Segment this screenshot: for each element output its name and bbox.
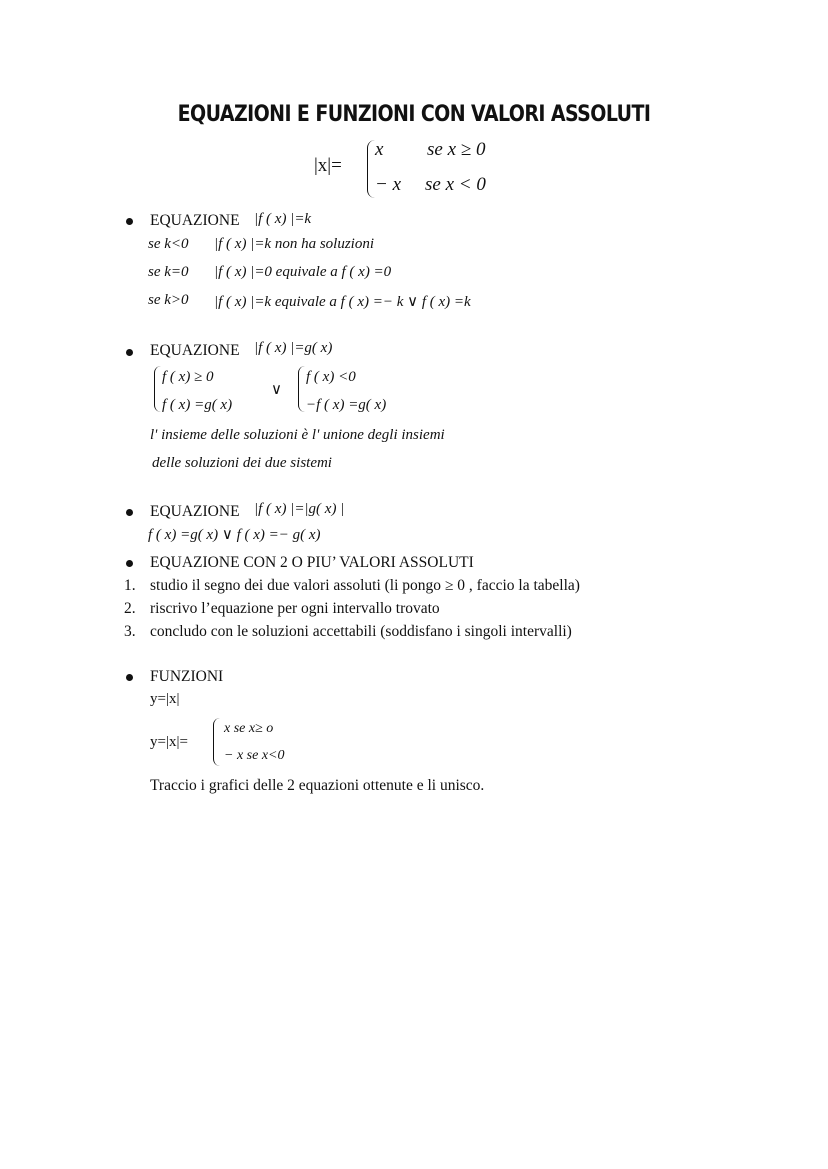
solution-line: f ( x) =g( x) ∨ f ( x) =− g( x) (148, 527, 321, 543)
bullet (126, 509, 133, 516)
page-title: EQUAZIONI E FUNZIONI CON VALORI ASSOLUTI (177, 101, 651, 127)
definition-lhs: |x|= (314, 155, 342, 176)
section-heading: EQUAZIONE CON 2 O PIU’ VALORI ASSOLUTI (150, 554, 474, 571)
function-row1: x se x≥ o (224, 721, 274, 736)
step-text: concludo con le soluzioni accettabili (soddisfano i singoli intervalli) (150, 623, 572, 640)
section-heading-math: |f ( x) |=|g( x) | (254, 501, 345, 517)
system1-row2: f ( x) =g( x) (162, 397, 233, 413)
section-heading-math: |f ( x) |=k (254, 211, 312, 227)
system1-brace (154, 366, 162, 412)
definition-row2-expr: − x (375, 174, 402, 195)
step-text: riscrivo l’equazione per ogni intervallo trovato (150, 600, 440, 617)
step-number: 3. (124, 623, 136, 640)
section-heading: EQUAZIONE (150, 503, 240, 520)
section-heading: EQUAZIONE (150, 212, 240, 229)
case-text: |f ( x) |=k non ha soluzioni (214, 236, 375, 252)
system2-row1: f ( x) <0 (306, 369, 356, 385)
system2-row2: −f ( x) =g( x) (306, 397, 387, 413)
note-line: delle soluzioni dei due sistemi (152, 455, 332, 471)
system1-row1: f ( x) ≥ 0 (162, 369, 214, 385)
step-number: 1. (124, 577, 136, 594)
case-condition: se k=0 (148, 264, 189, 280)
function-row2: − x se x<0 (224, 748, 285, 763)
step-text: studio il segno dei due valori assoluti (li pongo ≥ 0 , faccio la tabella) (150, 577, 580, 594)
step-number: 2. (124, 600, 136, 617)
case-condition: se k<0 (148, 236, 189, 252)
bullet (126, 218, 133, 225)
case-text: |f ( x) |=0 equivale a f ( x) =0 (214, 264, 392, 280)
section-heading: FUNZIONI (150, 668, 224, 685)
conclusion-text: Traccio i grafici delle 2 equazioni ottenute e li unisco. (150, 777, 485, 794)
definition-row2-cond: se x < 0 (425, 174, 486, 195)
bullet (126, 560, 133, 567)
bullet (126, 674, 133, 681)
section-heading: EQUAZIONE (150, 342, 240, 359)
function-lhs: y=|x|= (150, 734, 188, 750)
function-brace (213, 718, 221, 766)
case-condition: se k>0 (148, 292, 189, 308)
definition-row1-expr: x (375, 139, 384, 160)
case-text: |f ( x) |=k equivale a f ( x) =− k ∨ f ( x) =k (214, 294, 471, 310)
bullet (126, 349, 133, 356)
definition-row1-cond: se x ≥ 0 (427, 139, 486, 160)
note-line: l' insieme delle soluzioni è l' unione degli insiemi (150, 427, 445, 443)
section-heading-math: |f ( x) |=g( x) (254, 340, 333, 356)
or-symbol: ∨ (271, 382, 282, 398)
system2-brace (298, 366, 306, 412)
function-definition: y=|x| (150, 691, 180, 707)
